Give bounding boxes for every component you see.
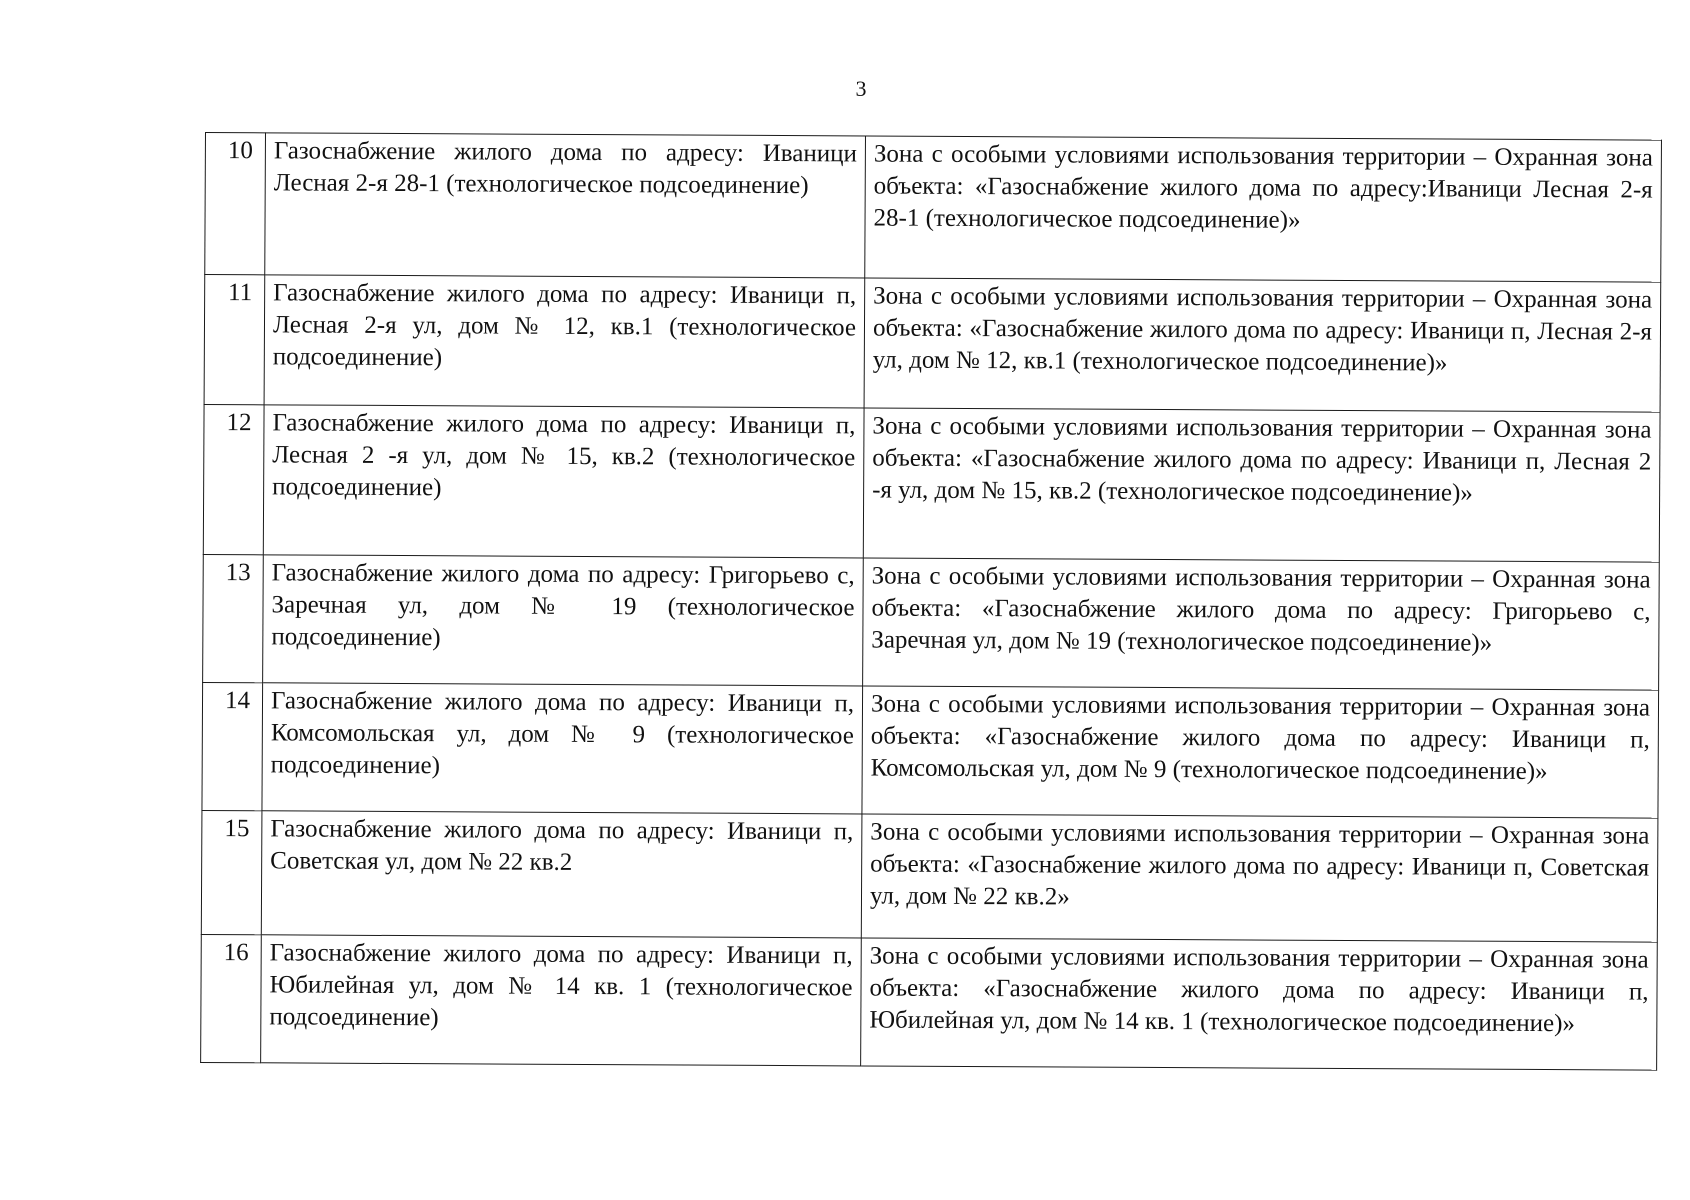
table-row <box>201 810 1658 942</box>
table-row <box>203 404 1660 562</box>
row-number: 12 <box>203 404 264 554</box>
table-row <box>202 682 1659 818</box>
page-number: 3 <box>855 76 867 101</box>
row-number: 15 <box>201 810 262 934</box>
object-name: Газоснабжение жилого дома по адресу: Иваници п, Советская ул, дом № 22 кв.2 <box>261 811 862 938</box>
zone-description: Зона с особыми условиями использования территории – Охранная зона объекта: «Газоснабжение жилого дома по адресу: Иваници п, Юбилейная ул, дом № 14 кв. 1 (технологическое подсоединение)» <box>861 938 1658 1070</box>
row-number: 14 <box>202 682 263 810</box>
zone-description: Зона с особыми условиями использования территории – Охранная зона объекта: «Газоснабжение жилого дома по адресу: Иваници п, Комсомольская ул, дом № 9 (технологическое подсоединение)» <box>862 686 1659 818</box>
table-row <box>201 934 1658 1070</box>
object-name: Газоснабжение жилого дома по адресу: Иваници п, Лесная 2-я ул, дом № 12, кв.1 (технологическое подсоединение) <box>264 275 865 408</box>
row-number: 11 <box>204 275 265 405</box>
table-row <box>203 554 1660 690</box>
zone-description: Зона с особыми условиями использования территории – Охранная зона объекта: «Газоснабжение жилого дома по адресу:Иваници Лесная 2-я 28-1 (технологическое подсоединение)» <box>865 136 1662 282</box>
row-number: 10 <box>205 133 266 275</box>
row-number: 16 <box>201 934 262 1062</box>
object-name: Газоснабжение жилого дома по адресу: Иваници п, Комсомольская ул, дом № 9 (технологическое подсоединение) <box>262 683 863 814</box>
row-number: 13 <box>203 554 264 682</box>
zone-description: Зона с особыми условиями использования территории – Охранная зона объекта: «Газоснабжение жилого дома по адресу: Григорьево с, Заречная ул, дом № 19 (технологическое подсоединение)» <box>863 558 1660 690</box>
zones-table <box>200 132 1662 1071</box>
object-name: Газоснабжение жилого дома по адресу: Иваници п, Лесная 2 -я ул, дом № 15, кв.2 (технологическое подсоединение) <box>263 405 864 558</box>
zone-description: Зона с особыми условиями использования территории – Охранная зона объекта: «Газоснабжение жилого дома по адресу: Иваници п, Лесная 2-я ул, дом № 12, кв.1 (технологическое подсоединение)» <box>864 278 1661 412</box>
table-row <box>204 275 1661 413</box>
object-name: Газоснабжение жилого дома по адресу: Иваници Лесная 2-я 28-1 (технологическое подсоединение) <box>265 133 866 278</box>
table-row <box>205 133 1662 283</box>
zone-description: Зона с особыми условиями использования территории – Охранная зона объекта: «Газоснабжение жилого дома по адресу: Иваници п, Лесная 2 -я ул, дом № 15, кв.2 (технологическое подсоединение)» <box>863 408 1660 562</box>
object-name: Газоснабжение жилого дома по адресу: Иваници п, Юбилейная ул, дом № 14 кв. 1 (технологическое подсоединение) <box>261 935 862 1066</box>
object-name: Газоснабжение жилого дома по адресу: Григорьево с, Заречная ул, дом № 19 (технологическое подсоединение) <box>263 555 864 686</box>
zone-description: Зона с особыми условиями использования территории – Охранная зона объекта: «Газоснабжение жилого дома по адресу: Иваници п, Советская ул, дом № 22 кв.2» <box>861 814 1658 942</box>
